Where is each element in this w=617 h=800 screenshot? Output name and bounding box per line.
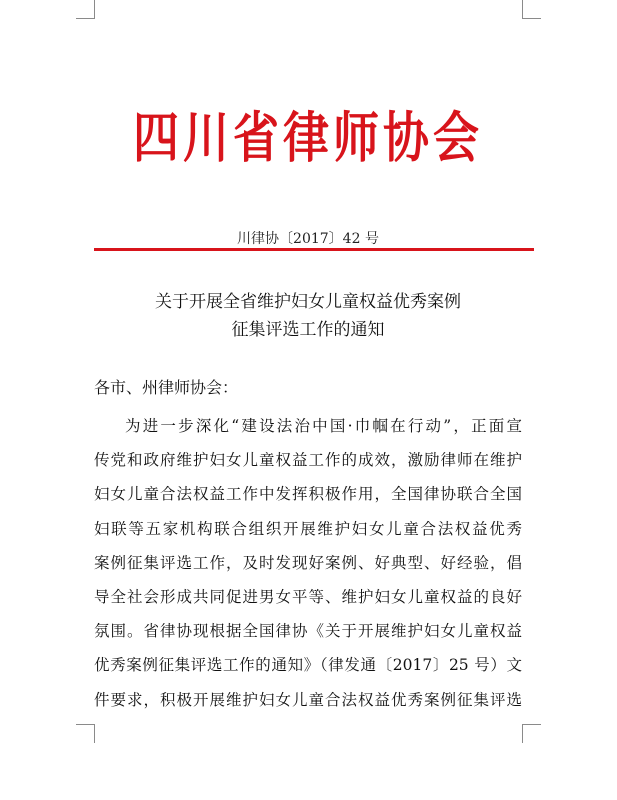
notice-title	[94, 288, 522, 344]
organization-title: 四川省律师协会	[133, 105, 483, 170]
body-line: 传党和政府维护妇女儿童权益工作的成效，激励律师在维护	[94, 451, 522, 470]
body-line: 件要求，积极开展维护妇女儿童合法权益优秀案例征集评选	[94, 690, 522, 709]
body-line: 为进一步深化“建设法治中国·巾帼在行动”，正面宣	[125, 417, 522, 435]
body-line: 妇联等五家机构联合组织开展维护妇女儿童合法权益优秀	[94, 519, 522, 538]
red-divider-line	[94, 248, 534, 251]
body-line: 案例征集评选工作，及时发现好案例、好典型、好经验，倡	[94, 553, 522, 572]
crop-mark-top-right	[522, 0, 541, 19]
document-number: 川律协〔2017〕42 号	[237, 231, 379, 247]
notice-title-line-1: 关于开展全省维护妇女儿童权益优秀案例	[155, 292, 461, 312]
salutation: 各市、州律师协会：	[94, 378, 239, 397]
notice-title-line-2: 征集评选工作的通知	[231, 320, 385, 340]
crop-mark-top-left	[76, 0, 95, 19]
crop-mark-bottom-right	[522, 724, 541, 743]
crop-mark-bottom-left	[76, 724, 95, 743]
body-line: 导全社会形成共同促进男女平等、维护妇女儿童权益的良好	[94, 587, 522, 606]
body-line: 优秀案例征集评选工作的通知》（律发通〔2017〕25 号）文	[94, 656, 522, 675]
body-paragraph	[94, 409, 522, 717]
body-line: 妇女儿童合法权益工作中发挥积极作用，全国律协联合全国	[94, 485, 522, 504]
body-line: 氛围。省律协现根据全国律协《关于开展维护妇女儿童权益	[94, 622, 522, 641]
